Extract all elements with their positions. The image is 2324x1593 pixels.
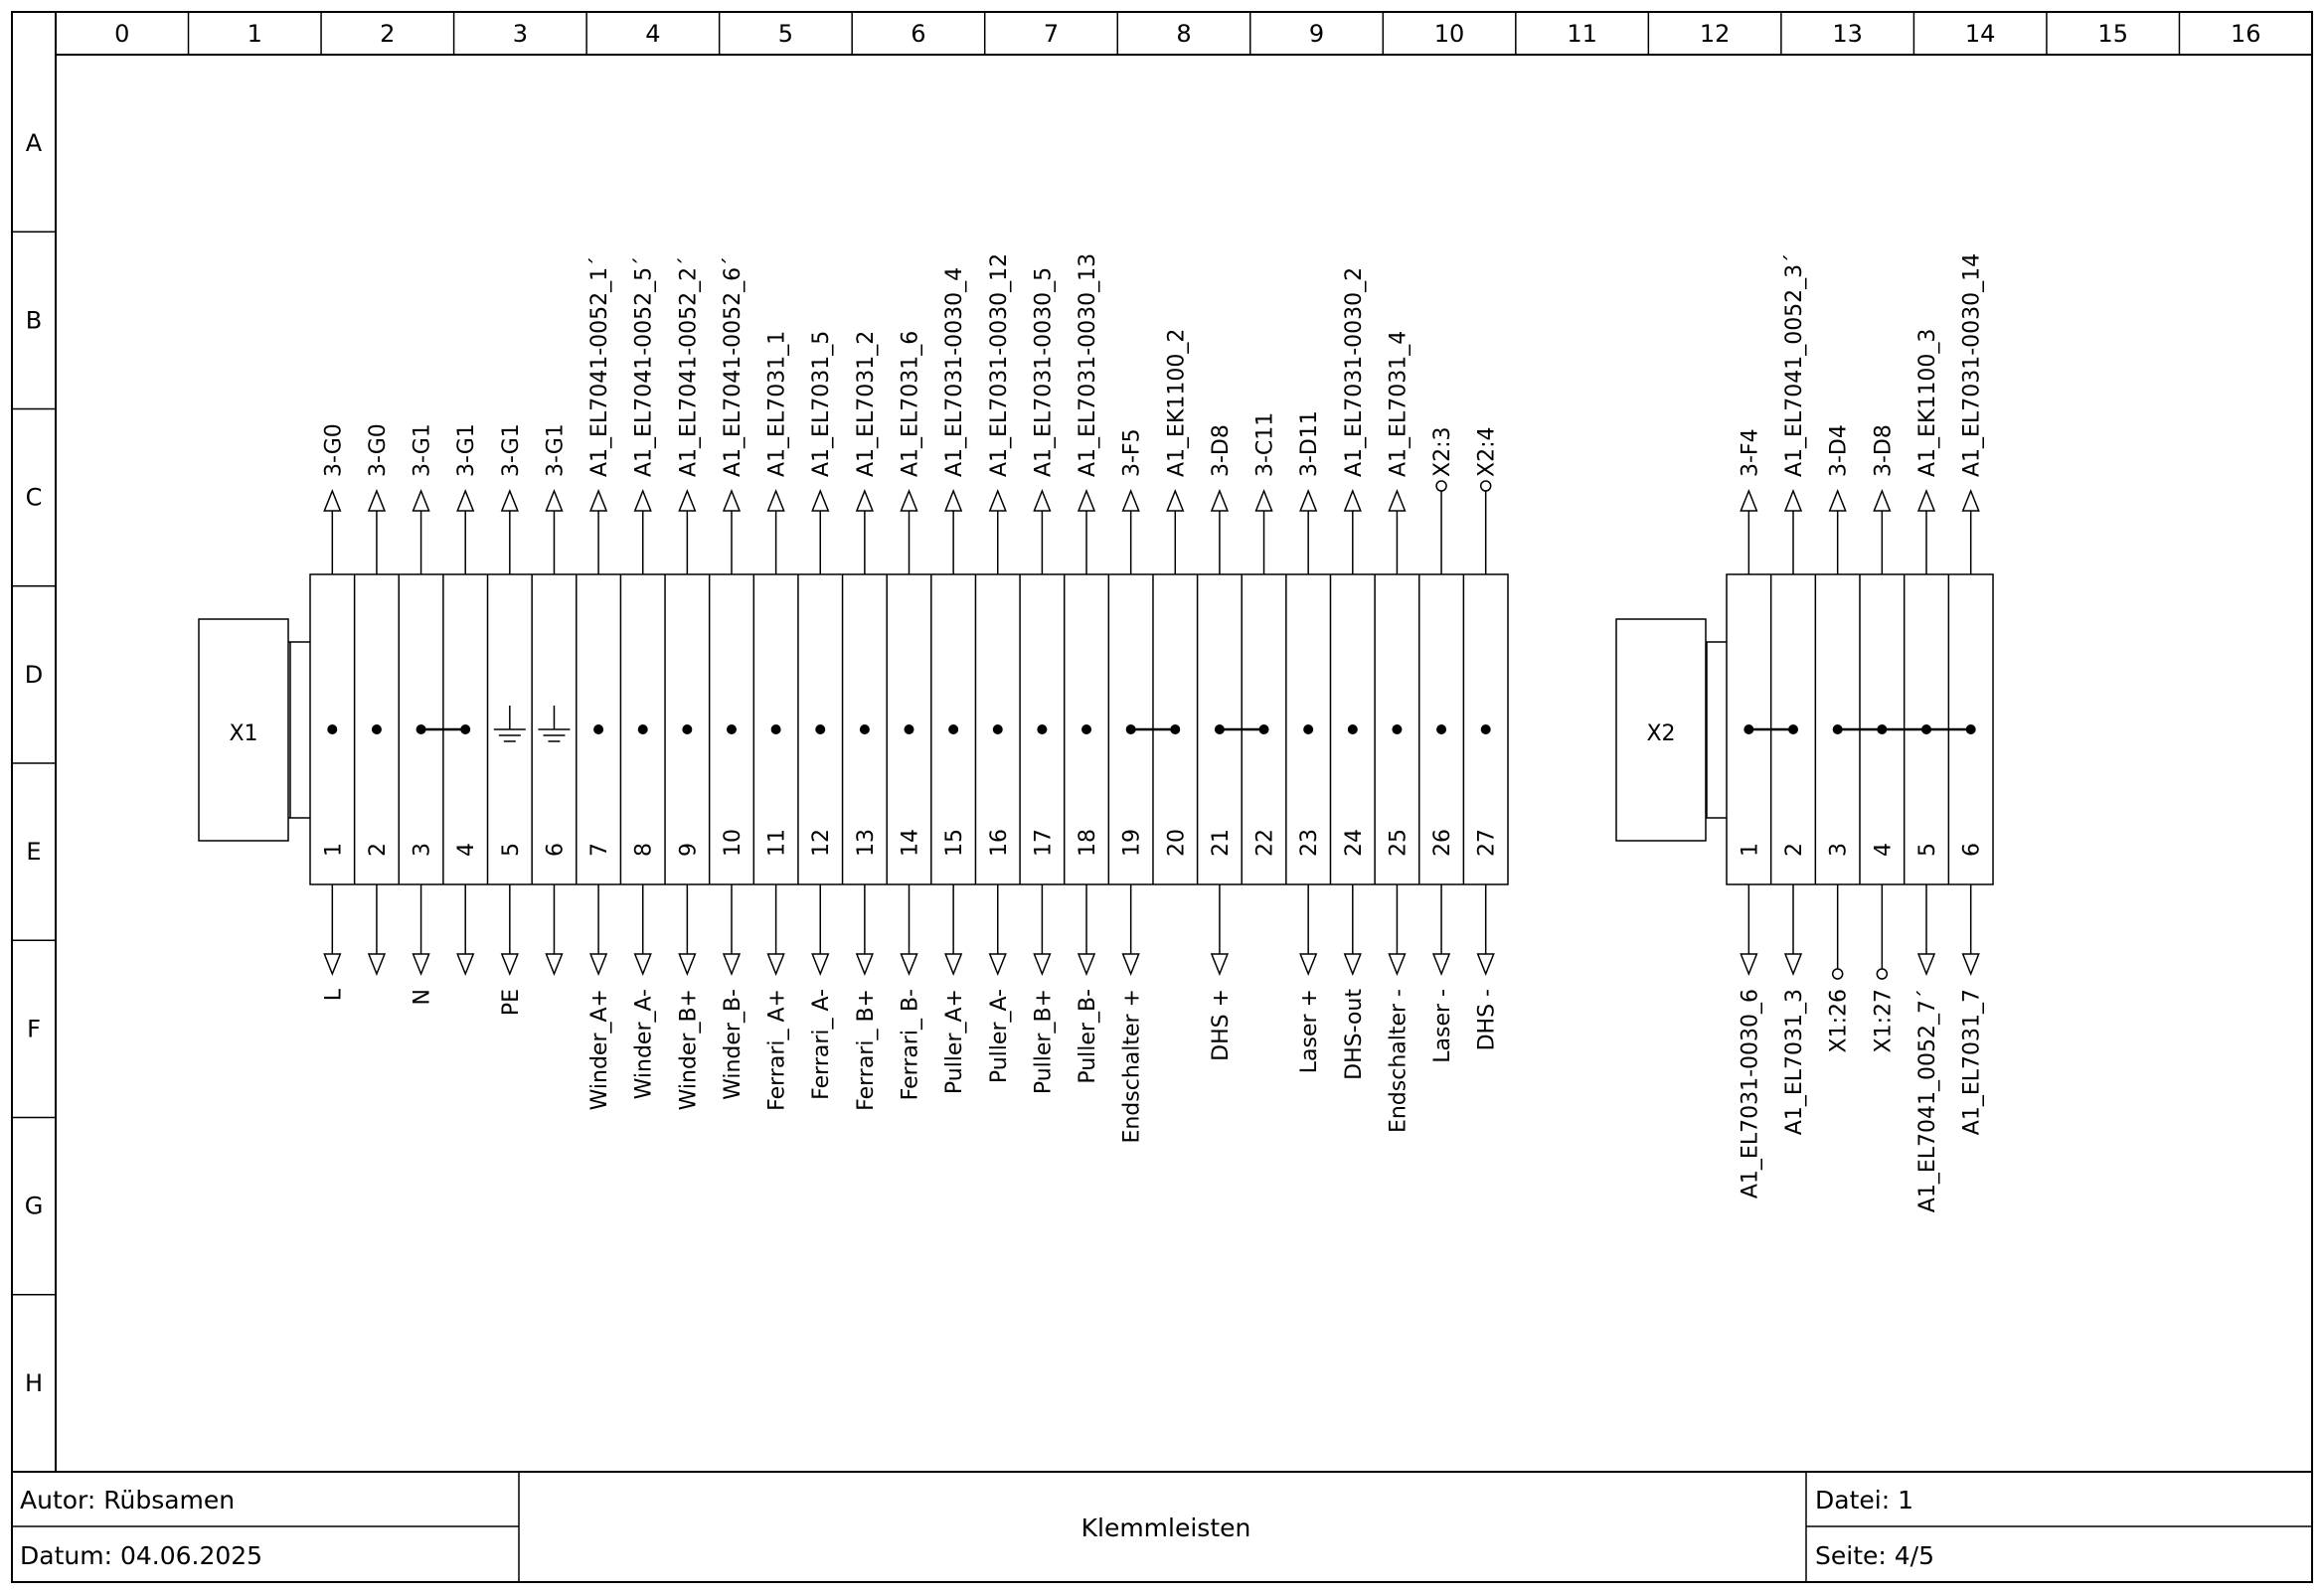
top-label: A1_EL7031_5 [809, 330, 835, 477]
drawing-title: Klemmleisten [1080, 1513, 1251, 1542]
top-arrow-icon [1963, 491, 1979, 511]
column-label: 5 [777, 20, 794, 48]
top-label: A1_EL7031-0030_5 [1031, 266, 1057, 477]
bottom-label: Winder_B- [720, 989, 746, 1100]
bottom-arrow-icon [945, 954, 961, 974]
column-label: 6 [911, 20, 926, 48]
connection-dot [993, 724, 1003, 734]
drawing-frame [12, 12, 2312, 1582]
bottom-arrow-icon [1963, 954, 1979, 974]
top-arrow-icon [457, 491, 473, 511]
bottom-label: A1_EL7031-0030_6 [1738, 989, 1763, 1199]
column-label: 0 [114, 20, 130, 48]
connection-dot [593, 724, 603, 734]
top-label: 3-C11 [1252, 411, 1278, 477]
top-label: A1_EL7031_4 [1386, 330, 1411, 477]
bottom-arrow-icon [1741, 954, 1756, 974]
column-label: 12 [1699, 20, 1731, 48]
top-arrow-icon [502, 491, 518, 511]
top-arrow-icon [1830, 491, 1846, 511]
bottom-label: Winder_B+ [676, 989, 702, 1111]
top-connector-icon [1436, 481, 1446, 491]
bottom-label: Puller_A+ [942, 989, 968, 1095]
column-label: 14 [1964, 20, 1996, 48]
row-label: G [24, 1192, 44, 1220]
row-label: E [26, 838, 42, 867]
top-label: A1_EL7031-0030_13 [1076, 252, 1101, 477]
top-label: A1_EL7041-0052_2´ [676, 255, 702, 477]
terminal-strip-x2 [1616, 253, 1993, 1212]
bottom-label: Winder_A+ [587, 989, 613, 1111]
terminal-number: 10 [720, 829, 746, 857]
top-label: A1_EL7031_1 [764, 330, 790, 477]
top-arrow-icon [1300, 491, 1316, 511]
top-arrow-icon [1741, 491, 1756, 511]
connection-dot [948, 724, 958, 734]
bottom-label: A1_EL7031_3 [1782, 989, 1808, 1136]
top-label: 3-D8 [1871, 424, 1897, 477]
connection-dot [1481, 724, 1491, 734]
bottom-arrow-icon [857, 954, 873, 974]
terminal-number: 4 [1871, 843, 1897, 857]
bottom-arrow-icon [1433, 954, 1449, 974]
terminal-strip-x1 [199, 253, 1508, 1144]
terminal-number: 19 [1119, 829, 1145, 857]
column-label: 2 [380, 20, 396, 48]
bottom-arrow-icon [457, 954, 473, 974]
top-arrow-icon [1918, 491, 1934, 511]
device-label: X1 [229, 721, 258, 746]
bottom-arrow-icon [1212, 954, 1228, 974]
terminal-number: 8 [631, 843, 657, 857]
top-label: 3-G0 [365, 423, 391, 477]
top-label: 3-F4 [1738, 428, 1763, 477]
bottom-label: Winder_A- [631, 989, 657, 1100]
file-text: Datei: 1 [1815, 1486, 1913, 1514]
bottom-arrow-icon [1478, 954, 1494, 974]
bottom-arrow-icon [324, 954, 340, 974]
terminal-number: 6 [1959, 843, 1985, 857]
top-arrow-icon [768, 491, 784, 511]
column-label: 15 [2097, 20, 2128, 48]
top-label: A1_EL7031-0030_14 [1959, 252, 1985, 477]
top-label: 3-G1 [543, 423, 569, 477]
connection-dot [815, 724, 825, 734]
connection-dot [1436, 724, 1446, 734]
terminal-number: 2 [1782, 843, 1808, 857]
terminal-number: 14 [898, 829, 923, 857]
bottom-label: A1_EL7041_0052_7´ [1915, 989, 1941, 1213]
connection-dot [905, 724, 914, 734]
row-label: A [25, 129, 43, 158]
bottom-arrow-icon [812, 954, 828, 974]
connection-dot [1392, 724, 1402, 734]
top-arrow-icon [1874, 491, 1890, 511]
bottom-arrow-icon [414, 954, 429, 974]
bottom-label: Laser + [1297, 989, 1323, 1074]
terminal-number: 7 [587, 843, 613, 857]
top-label: 3-G1 [498, 423, 524, 477]
bottom-label: Laser - [1430, 989, 1456, 1063]
top-arrow-icon [635, 491, 651, 511]
column-label: 13 [1832, 20, 1863, 48]
terminal-number: 21 [1208, 829, 1234, 857]
row-label: B [25, 306, 43, 335]
top-label: 3-G1 [454, 423, 480, 477]
top-arrow-icon [1256, 491, 1272, 511]
date-text: Datum: 04.06.2025 [20, 1541, 263, 1570]
top-arrow-icon [1389, 491, 1405, 511]
top-label: 3-G1 [410, 423, 435, 477]
bottom-arrow-icon [902, 954, 917, 974]
terminal-number: 23 [1297, 829, 1323, 857]
bottom-arrow-icon [590, 954, 606, 974]
connection-dot [372, 724, 382, 734]
bottom-label: DHS-out [1341, 989, 1367, 1080]
terminal-number: 11 [764, 829, 790, 857]
terminal-number: 3 [410, 843, 435, 857]
terminal-number: 5 [1915, 843, 1941, 857]
top-label: A1_EL7041-0052_5´ [631, 255, 657, 477]
bottom-arrow-icon [1123, 954, 1139, 974]
column-label: 11 [1567, 20, 1597, 48]
top-arrow-icon [1167, 491, 1183, 511]
top-arrow-icon [1345, 491, 1361, 511]
top-arrow-icon [590, 491, 606, 511]
connection-dot [638, 724, 648, 734]
bottom-label: Endschalter - [1386, 989, 1411, 1134]
top-label: A1_EL7031-0030_2 [1341, 266, 1367, 477]
top-label: 3-D8 [1208, 424, 1234, 477]
top-arrow-icon [902, 491, 917, 511]
bottom-label: X1:26 [1826, 989, 1852, 1053]
row-label: C [25, 483, 43, 512]
bottom-arrow-icon [1389, 954, 1405, 974]
bottom-arrow-icon [635, 954, 651, 974]
column-label: 1 [247, 20, 262, 48]
connection-dot [682, 724, 692, 734]
terminal-number: 27 [1474, 829, 1500, 857]
terminal-number: 20 [1164, 829, 1190, 857]
terminal-number: 15 [942, 829, 968, 857]
bottom-label: DHS - [1474, 989, 1500, 1051]
author-text: Autor: Rübsamen [20, 1486, 236, 1514]
top-arrow-icon [990, 491, 1006, 511]
top-label: X2:3 [1430, 426, 1456, 477]
top-label: A1_EL7041-0052_1´ [587, 255, 613, 477]
outer-border [12, 12, 2312, 1582]
bottom-arrow-icon [724, 954, 740, 974]
terminal-number: 9 [676, 843, 702, 857]
bottom-arrow-icon [768, 954, 784, 974]
bottom-label: Puller_A- [986, 989, 1012, 1084]
column-label: 4 [645, 20, 661, 48]
bottom-arrow-icon [1345, 954, 1361, 974]
top-label: A1_EL7041-0052_6´ [720, 255, 746, 477]
bottom-arrow-icon [1034, 954, 1050, 974]
terminal-number: 2 [365, 843, 391, 857]
bottom-arrow-icon [679, 954, 695, 974]
terminal-number: 4 [454, 843, 480, 857]
bottom-label: Ferrari_ A+ [764, 989, 790, 1111]
connection-dot [727, 724, 737, 734]
bottom-arrow-icon [1300, 954, 1316, 974]
top-label: X2:4 [1474, 426, 1500, 477]
bottom-label: N [410, 989, 435, 1006]
row-label: F [27, 1015, 41, 1043]
top-label: A1_EL7031_6 [898, 330, 923, 477]
top-arrow-icon [324, 491, 340, 511]
top-label: A1_EL7031-0030_12 [986, 252, 1012, 477]
top-arrow-icon [1212, 491, 1228, 511]
top-label: A1_EK1100_3 [1915, 328, 1941, 477]
row-label: H [24, 1368, 44, 1397]
device-label: X2 [1646, 721, 1676, 746]
bottom-label: X1:27 [1871, 989, 1897, 1053]
top-arrow-icon [857, 491, 873, 511]
terminal-number: 6 [543, 843, 569, 857]
top-label: 3-G0 [321, 423, 347, 477]
top-arrow-icon [1034, 491, 1050, 511]
top-arrow-icon [945, 491, 961, 511]
row-label: D [24, 660, 44, 689]
top-arrow-icon [724, 491, 740, 511]
bottom-label: Ferrari_ B+ [853, 989, 879, 1111]
bottom-arrow-icon [1785, 954, 1801, 974]
top-arrow-icon [679, 491, 695, 511]
top-arrow-icon [546, 491, 562, 511]
bottom-label: PE [498, 989, 524, 1017]
terminal-number: 3 [1826, 843, 1852, 857]
bottom-connector-icon [1877, 969, 1887, 979]
top-arrow-icon [812, 491, 828, 511]
bottom-label: Ferrari_ B- [898, 989, 923, 1101]
terminal-number: 17 [1031, 829, 1057, 857]
column-label: 16 [2230, 20, 2261, 48]
top-label: A1_EL7041_0052_3´ [1782, 252, 1808, 477]
terminal-number: 13 [853, 829, 879, 857]
terminal-number: 16 [986, 829, 1012, 857]
column-label: 10 [1433, 20, 1465, 48]
top-arrow-icon [369, 491, 385, 511]
terminal-number: 18 [1076, 829, 1101, 857]
top-label: A1_EL7031-0030_4 [942, 266, 968, 477]
column-label: 8 [1176, 20, 1192, 48]
column-label: 3 [512, 20, 528, 48]
row-header [12, 129, 56, 1397]
terminal-number: 5 [498, 843, 524, 857]
top-label: 3-D4 [1826, 424, 1852, 477]
top-connector-icon [1481, 481, 1491, 491]
terminal-number: 22 [1252, 829, 1278, 857]
bottom-label: Puller_B- [1076, 989, 1101, 1084]
connection-dot [1037, 724, 1047, 734]
top-arrow-icon [1079, 491, 1094, 511]
bottom-connector-icon [1833, 969, 1843, 979]
bottom-arrow-icon [369, 954, 385, 974]
bottom-label: DHS + [1208, 989, 1234, 1061]
bottom-label: Endschalter + [1119, 989, 1145, 1144]
top-arrow-icon [1785, 491, 1801, 511]
connection-dot [1303, 724, 1313, 734]
bottom-arrow-icon [1918, 954, 1934, 974]
top-arrow-icon [414, 491, 429, 511]
terminal-number: 12 [809, 829, 835, 857]
terminal-number: 26 [1430, 829, 1456, 857]
terminal-number: 1 [321, 843, 347, 857]
terminal-number: 24 [1341, 829, 1367, 857]
connection-dot [327, 724, 337, 734]
top-arrow-icon [1123, 491, 1139, 511]
top-label: A1_EL7031_2 [853, 330, 879, 477]
bottom-label: Puller_B+ [1031, 989, 1057, 1095]
title-block [12, 1472, 2312, 1582]
page-text: Seite: 4/5 [1815, 1541, 1934, 1570]
bottom-label: Ferrari_ A- [809, 989, 835, 1100]
top-label: A1_EK1100_2 [1164, 328, 1190, 477]
connection-dot [771, 724, 781, 734]
top-label: 3-F5 [1119, 428, 1145, 477]
connection-dot [1348, 724, 1358, 734]
terminal-number: 1 [1738, 843, 1763, 857]
bottom-arrow-icon [546, 954, 562, 974]
column-label: 7 [1043, 20, 1060, 48]
connection-dot [1081, 724, 1091, 734]
bottom-arrow-icon [502, 954, 518, 974]
connection-dot [860, 724, 870, 734]
terminal-number: 25 [1386, 829, 1411, 857]
bottom-label: L [321, 989, 347, 1002]
column-header [114, 12, 2260, 55]
bottom-arrow-icon [990, 954, 1006, 974]
column-label: 9 [1308, 20, 1325, 48]
bottom-label: A1_EL7031_7 [1959, 989, 1985, 1136]
bottom-arrow-icon [1079, 954, 1094, 974]
top-label: 3-D11 [1297, 410, 1323, 477]
